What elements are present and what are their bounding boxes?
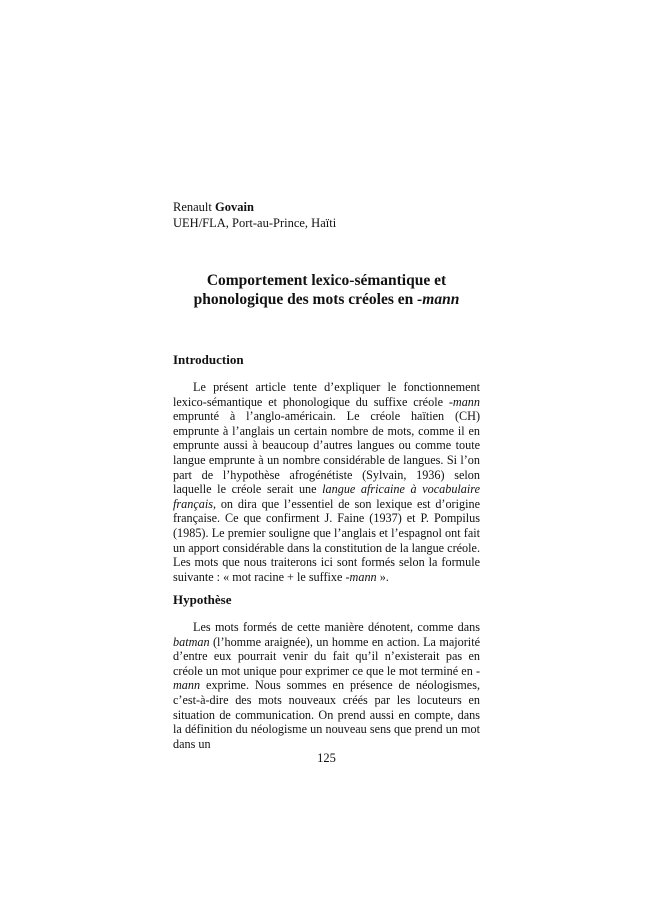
text-run: Le présent article tente d’expliquer le fonctionnement lexico-sémantique et phonologique du suffixe créole - [173, 380, 480, 409]
italic-text-run: langue africaine à vocabulaire français [173, 482, 480, 511]
author-affiliation: UEH/FLA, Port-au-Prince, Haïti [173, 216, 337, 230]
italic-text-run: mann [452, 394, 480, 409]
title-line-1: Comportement lexico-sémantique et [206, 272, 447, 289]
text-run: exprime. Nous sommes en présence de néologismes, c’est-à-dire des mots nouveaux créés par les locuteurs en situation de communication. On prend aussi en compte, dans la définition du néologisme un nouveau sens que prend un mot dans un [173, 678, 480, 751]
paragraph-hypothese [173, 620, 480, 751]
title-line-2-italic: -mann [417, 291, 460, 308]
italic-text-run: -mann [345, 569, 377, 584]
text-run: , on dira que l’essentiel de son lexique est d’origine française. Ce que confirment J. Faine (1937) et P. Pompilus (1985). Le premier souligne que l’anglais et l’espagnol ont fait un apport considérable dans la constitution de la langue créole. Les mots que nous traiterons ici sont formés selon la formule suivante : « mot racine + le suffixe [173, 496, 480, 584]
title-line-2-main: phonologique des mots créoles en [193, 291, 418, 308]
author-block [173, 199, 336, 231]
author-first-name: Renault [173, 200, 212, 214]
italic-text-run: batman [173, 634, 210, 649]
page-number: 125 [317, 751, 336, 765]
section-heading-hypothese: Hypothèse [173, 592, 232, 607]
text-run: ». [376, 569, 389, 584]
title-line-2 [173, 290, 480, 309]
text-run: (l’homme araignée), un homme en action. La majorité d’entre eux pourrait venir du fait qu’il n’existerait pas en créole un mot unique pour exprimer ce que le mot terminé en [173, 634, 480, 678]
text-run: emprunté à l’anglo-américain. Le créole haïtien (CH) emprunte à l’anglais un certain nombre de mots, comme il en emprunte aussi à beaucoup d’autres langues ou comme toute langue emprunte à un nombre considérable de langues. Si l’on part de l’hypothèse afrogénétiste (Sylvain, 1936) selon laquelle le créole serait une [173, 409, 480, 497]
article-title [173, 271, 480, 309]
paragraph-introduction [173, 380, 480, 584]
author-last-name: Govain [215, 200, 254, 214]
section-heading-introduction: Introduction [173, 352, 244, 367]
author-name [173, 199, 336, 215]
italic-text-run: -mann [173, 663, 480, 693]
text-run: Les mots formés de cette manière dénotent, comme dans [193, 620, 480, 634]
